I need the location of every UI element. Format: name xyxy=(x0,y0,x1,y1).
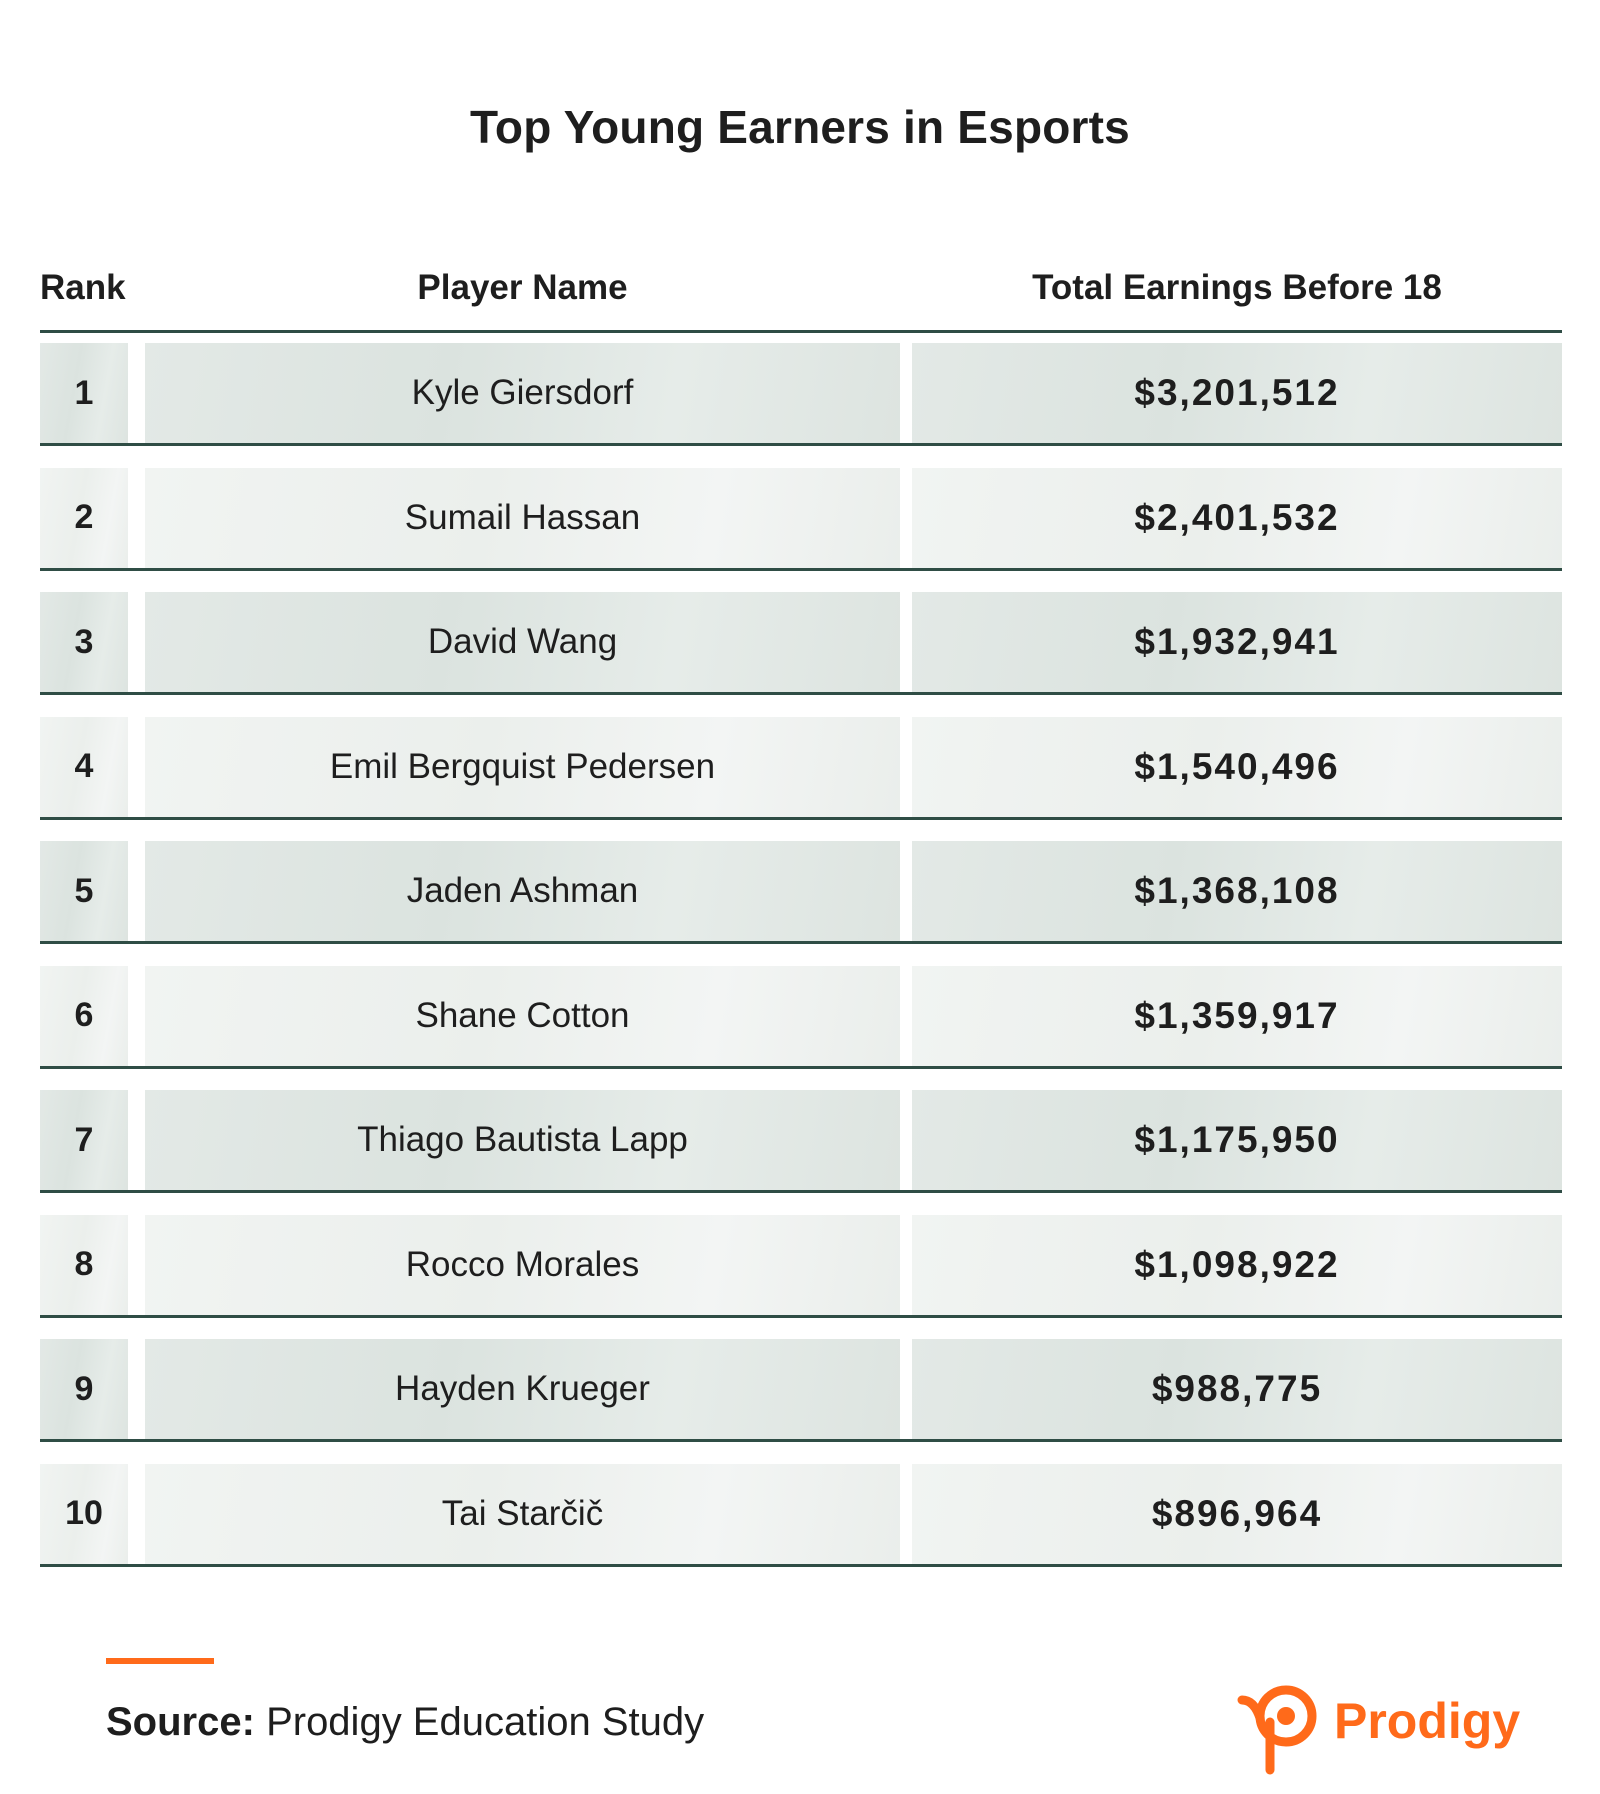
player-name-cell xyxy=(145,592,900,692)
player-name-cell-text: Thiago Bautista Lapp xyxy=(357,1120,688,1159)
table-row xyxy=(40,582,1562,692)
table-row xyxy=(40,1329,1562,1439)
earnings-cell xyxy=(912,343,1562,443)
player-name-cell-text: Shane Cotton xyxy=(415,995,630,1035)
rank-cell xyxy=(40,966,128,1066)
table-row xyxy=(40,956,1562,1066)
column-header-earnings: Total Earnings Before 18 xyxy=(1032,268,1442,307)
table-row xyxy=(40,1454,1562,1564)
rank-cell-text: 4 xyxy=(74,747,94,785)
rank-cell-text: 7 xyxy=(74,1120,94,1159)
prodigy-logo-text: Prodigy xyxy=(1334,1693,1521,1749)
rank-cell-text: 9 xyxy=(74,1369,94,1408)
rank-cell xyxy=(40,1464,128,1564)
row-divider xyxy=(40,1066,1562,1069)
earnings-cell xyxy=(912,966,1562,1066)
player-name-cell-text: Emil Bergquist Pedersen xyxy=(329,746,716,786)
earnings-cell-text: $896,964 xyxy=(1151,1492,1323,1534)
column-header-player-name: Player Name xyxy=(417,268,628,307)
source-accent-bar xyxy=(106,1658,214,1664)
row-divider xyxy=(40,1439,1562,1442)
player-name-cell-text: Kyle Giersdorf xyxy=(411,373,634,412)
rank-cell xyxy=(40,468,128,568)
table-row xyxy=(40,1080,1562,1190)
player-name-cell-text: Jaden Ashman xyxy=(406,871,639,910)
row-divider xyxy=(40,1315,1562,1318)
rank-cell-text: 10 xyxy=(65,1494,103,1532)
earnings-cell xyxy=(912,1090,1562,1190)
earnings-cell-text: $988,775 xyxy=(1151,1368,1323,1409)
player-name-cell xyxy=(145,1464,900,1564)
row-divider xyxy=(40,817,1562,820)
earnings-cell xyxy=(912,1339,1562,1439)
player-name-cell xyxy=(145,1215,900,1315)
rank-cell-text: 1 xyxy=(74,373,94,412)
player-name-cell xyxy=(145,841,900,941)
prodigy-logo-icon xyxy=(1234,1678,1330,1778)
source-line xyxy=(106,1700,704,1745)
earnings-cell-text: $2,401,532 xyxy=(1134,496,1340,538)
source-label: Source: xyxy=(106,1700,255,1744)
rank-cell xyxy=(40,1215,128,1315)
column-header-rank: Rank xyxy=(40,268,126,307)
player-name-cell xyxy=(145,966,900,1066)
row-divider xyxy=(40,568,1562,571)
row-divider xyxy=(40,692,1562,695)
row-divider xyxy=(40,1564,1562,1567)
earnings-cell-text: $3,201,512 xyxy=(1134,372,1340,413)
rank-cell xyxy=(40,841,128,941)
rank-cell xyxy=(40,1339,128,1439)
table-row xyxy=(40,1205,1562,1315)
player-name-cell-text: David Wang xyxy=(427,622,618,661)
rank-cell-text: 8 xyxy=(74,1245,94,1283)
rank-cell xyxy=(40,592,128,692)
earnings-cell xyxy=(912,841,1562,941)
player-name-cell-text: Rocco Morales xyxy=(405,1244,640,1284)
table-row xyxy=(40,707,1562,817)
player-name-cell xyxy=(145,717,900,817)
table-row xyxy=(40,333,1562,443)
earnings-cell xyxy=(912,717,1562,817)
earnings-cell-text: $1,359,917 xyxy=(1134,994,1340,1036)
player-name-cell xyxy=(145,1339,900,1439)
rank-cell xyxy=(40,1090,128,1190)
table-row xyxy=(40,831,1562,941)
row-divider xyxy=(40,443,1562,446)
rank-cell-text: 6 xyxy=(74,996,94,1034)
player-name-cell-text: Hayden Krueger xyxy=(395,1369,650,1408)
player-name-cell xyxy=(145,468,900,568)
prodigy-logo xyxy=(1234,1678,1574,1778)
earnings-cell xyxy=(912,1215,1562,1315)
player-name-cell xyxy=(145,343,900,443)
player-name-cell xyxy=(145,1090,900,1190)
earnings-cell-text: $1,368,108 xyxy=(1134,870,1340,911)
earnings-cell-text: $1,540,496 xyxy=(1134,745,1340,787)
rank-cell-text: 3 xyxy=(74,622,94,661)
rank-cell-text: 5 xyxy=(74,871,94,910)
row-divider xyxy=(40,941,1562,944)
source-text: Prodigy Education Study xyxy=(266,1700,705,1744)
earnings-cell xyxy=(912,1464,1562,1564)
rank-cell-text: 2 xyxy=(74,498,94,536)
earnings-cell xyxy=(912,592,1562,692)
rank-cell xyxy=(40,343,128,443)
chart-title: Top Young Earners in Esports xyxy=(470,101,1130,153)
earnings-cell xyxy=(912,468,1562,568)
row-divider xyxy=(40,1190,1562,1193)
player-name-cell-text: Tai Starčič xyxy=(441,1493,604,1533)
table-row xyxy=(40,458,1562,568)
earnings-cell-text: $1,175,950 xyxy=(1134,1119,1340,1160)
earnings-cell-text: $1,098,922 xyxy=(1134,1243,1340,1285)
rank-cell xyxy=(40,717,128,817)
earnings-cell-text: $1,932,941 xyxy=(1134,621,1340,662)
player-name-cell-text: Sumail Hassan xyxy=(404,497,641,537)
